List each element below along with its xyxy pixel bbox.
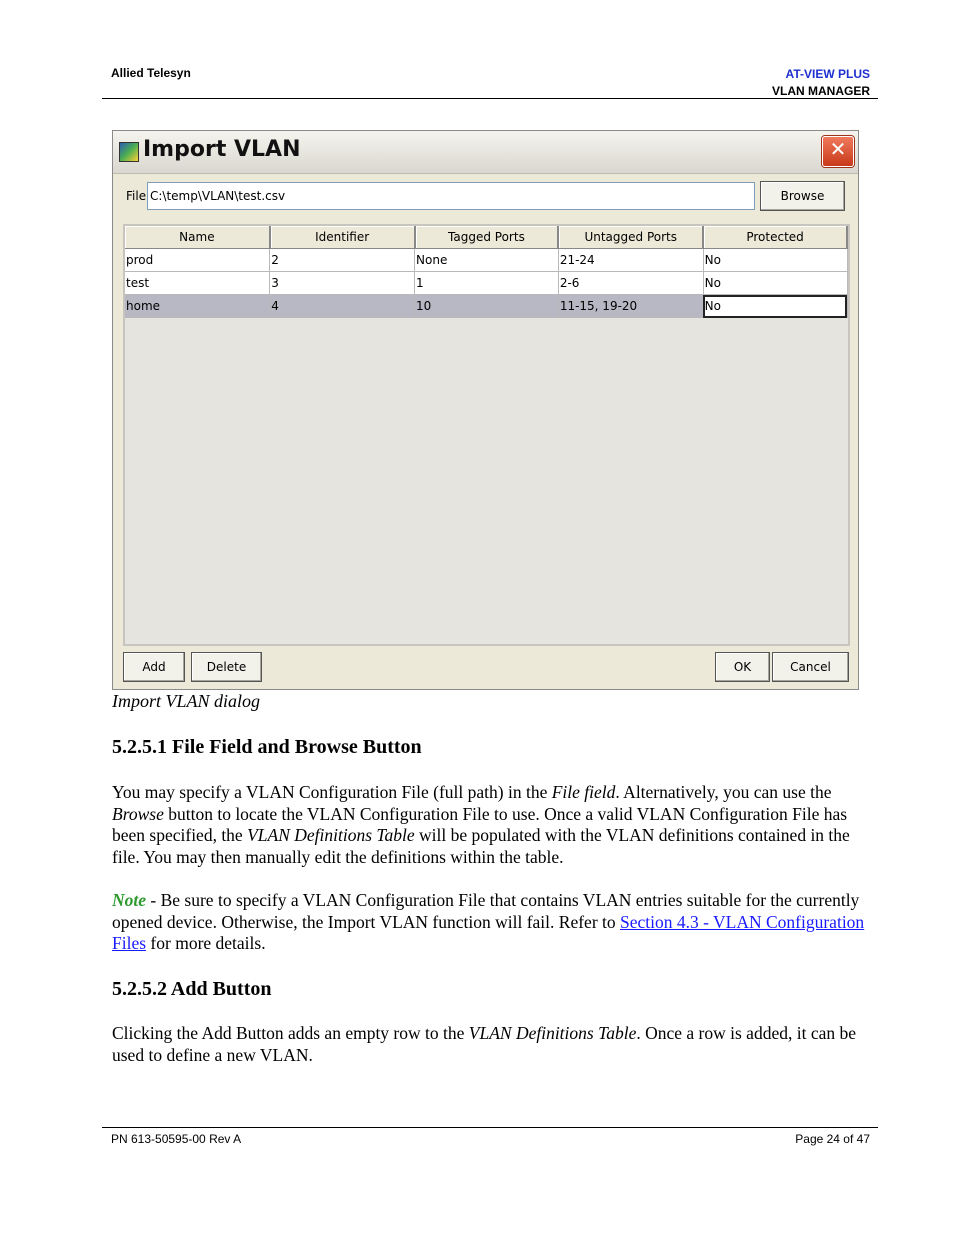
- table-row[interactable]: [125, 272, 847, 295]
- section-link[interactable]: Section 4.3 - VLAN Configuration Files: [112, 911, 865, 954]
- text-run: button to locate the VLAN Configuration File to use. Once a valid VLAN Configuration File has been specified, the: [112, 803, 848, 846]
- text-run: Clicking the Add Button adds an empty row to the: [112, 1023, 469, 1043]
- cell-tagged-ports[interactable]: 1: [415, 272, 559, 295]
- text-run-italic: VLAN Definitions Table: [468, 1023, 637, 1043]
- cell-tagged-ports[interactable]: 10: [415, 295, 559, 318]
- table-row-selected[interactable]: [125, 295, 847, 318]
- cell-identifier[interactable]: 3: [270, 272, 415, 295]
- page-number: Page 24 of 47: [795, 1132, 870, 1146]
- column-header-name[interactable]: Name: [125, 226, 270, 249]
- footer-rule: [102, 1127, 878, 1128]
- browse-button[interactable]: Browse: [760, 181, 845, 211]
- part-number: PN 613-50595-00 Rev A: [111, 1132, 242, 1146]
- table-header-row: [125, 226, 847, 249]
- cell-untagged-ports[interactable]: 11-15, 19-20: [558, 295, 703, 318]
- cell-protected[interactable]: No: [703, 249, 847, 272]
- note-text: - Be sure to specify a VLAN Configuration File that contains VLAN entries suitable for the currently opened device. Otherwise, the Import VLAN function will fail. Refer to: [112, 890, 860, 932]
- header-rule: [102, 98, 878, 99]
- section-heading-file-field: 5.2.5.1 File Field and Browse Button: [112, 736, 422, 758]
- import-vlan-dialog: [112, 130, 859, 690]
- paragraph-note: [112, 890, 872, 955]
- app-icon: [119, 142, 139, 162]
- text-run-italic: File field: [551, 782, 616, 802]
- table-row[interactable]: [125, 249, 847, 272]
- cell-identifier[interactable]: 4: [270, 295, 415, 318]
- file-field[interactable]: C:\temp\VLAN\test.csv: [147, 182, 755, 210]
- column-header-untagged-ports[interactable]: Untagged Ports: [558, 226, 703, 249]
- dialog-titlebar: [113, 131, 858, 174]
- text-run-italic: VLAN Definitions Table: [247, 825, 415, 846]
- text-run: . Once a row is added, it can be used to define a new VLAN.: [112, 1023, 856, 1065]
- paragraph-add-button: [112, 1023, 872, 1066]
- text-run: You may specify a VLAN Configuration File (full path) in the: [112, 782, 552, 802]
- cell-name[interactable]: prod: [125, 249, 270, 272]
- cell-untagged-ports[interactable]: 2-6: [558, 272, 703, 295]
- paragraph-file-field: [112, 782, 872, 868]
- vlan-definitions-table: [123, 224, 850, 646]
- file-label: File: [126, 189, 147, 203]
- cell-name[interactable]: test: [125, 272, 270, 295]
- figure-caption: Import VLAN dialog: [112, 691, 261, 711]
- text-run: will be populated with the VLAN definitions contained in the file. You may then manually edit the definitions within the table.: [112, 825, 850, 867]
- column-header-identifier[interactable]: Identifier: [270, 226, 415, 249]
- section-name: VLAN MANAGER: [772, 84, 870, 98]
- close-icon[interactable]: ✕: [822, 136, 854, 167]
- cell-protected[interactable]: No: [703, 272, 847, 295]
- dialog-title: Import VLAN: [143, 137, 301, 162]
- text-run-italic: Browse: [112, 803, 164, 824]
- column-header-tagged-ports[interactable]: Tagged Ports: [415, 226, 559, 249]
- cancel-button[interactable]: Cancel: [772, 652, 849, 682]
- cell-protected-focused[interactable]: No: [703, 295, 847, 318]
- note-label: Note: [112, 890, 147, 910]
- cell-name[interactable]: home: [125, 295, 270, 318]
- cell-identifier[interactable]: 2: [270, 249, 415, 272]
- company-name: Allied Telesyn: [111, 66, 191, 80]
- column-header-protected[interactable]: Protected: [703, 226, 847, 249]
- note-tail: for more details.: [146, 933, 266, 954]
- cell-untagged-ports[interactable]: 21-24: [558, 249, 703, 272]
- product-name: AT-VIEW PLUS: [785, 67, 870, 81]
- cell-tagged-ports[interactable]: None: [415, 249, 559, 272]
- add-button[interactable]: Add: [123, 652, 185, 682]
- section-heading-add-button: 5.2.5.2 Add Button: [112, 978, 272, 1000]
- text-run: . Alternatively, you can use the: [615, 782, 832, 802]
- ok-button[interactable]: OK: [715, 652, 770, 682]
- header-right: [772, 66, 870, 100]
- delete-button[interactable]: Delete: [191, 652, 262, 682]
- vlan-table: [125, 226, 848, 318]
